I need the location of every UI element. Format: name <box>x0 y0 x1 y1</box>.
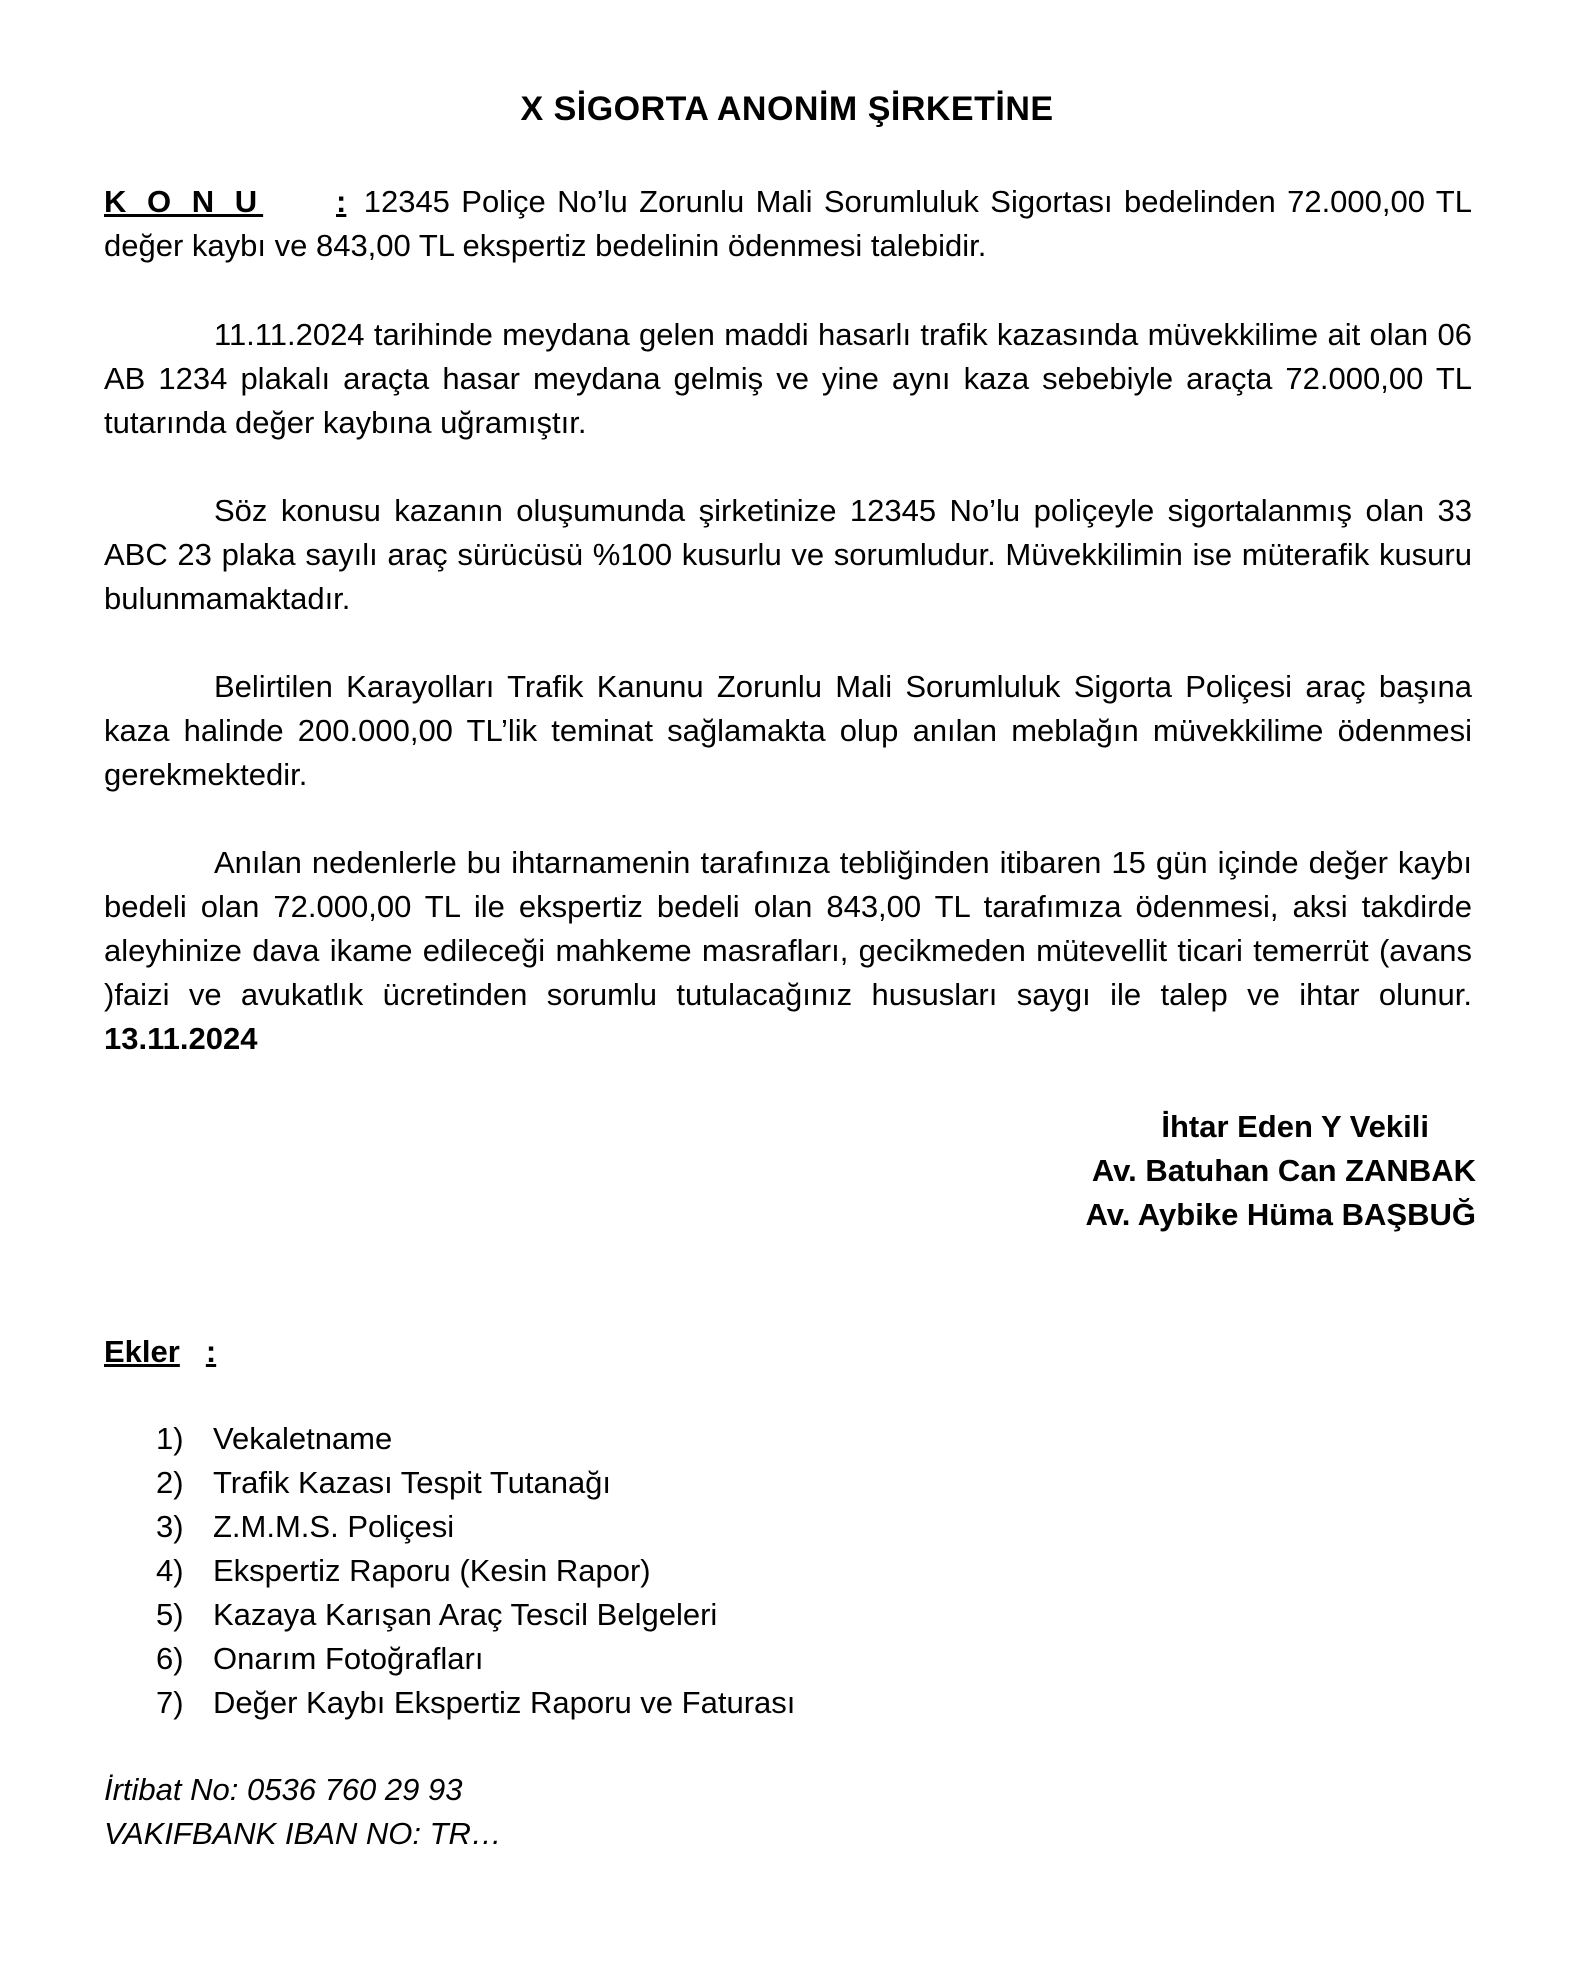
contact-iban: VAKIFBANK IBAN NO: TR… <box>104 1816 502 1851</box>
demand-text: Anılan nedenlerle bu ihtarnamenin tarafınıza tebliğinden itibaren 15 gün içinde değer kaybı bedeli olan 72.000,00 TL ile ekspertiz bedeli olan 843,00 TL tarafımıza ödenmesi, aksi takdirde aleyhinize dava ikame edileceği mahkeme masrafları, gecikmeden mütevellit ticari temerrüt (avans )faizi ve avukatlık ücretinden sorumlu tutulacağınız hususları saygı ile talep ve ihtar olunur. <box>104 845 1472 1012</box>
list-item-number: 1) <box>156 1421 184 1456</box>
signature-lawyer-1: Av. Batuhan Can ZANBAK <box>1091 1153 1476 1188</box>
list-item-number: 4) <box>156 1553 184 1588</box>
list-item <box>156 1549 795 1593</box>
list-item-number: 3) <box>156 1509 184 1544</box>
list-item <box>156 1417 795 1461</box>
attachments-colon: : <box>205 1334 217 1369</box>
contact-block <box>104 1768 502 1856</box>
paragraph-fault: Söz konusu kazanın oluşumunda şirketinize 12345 No’lu poliçeyle sigortalanmış olan 33 ABC 23 plaka sayılı araç sürücüsü %100 kusurlu ve sorumludur. Müvekkilimin ise müterafik kusuru bulunmamaktadır. <box>104 493 1472 616</box>
list-item-number: 2) <box>156 1465 184 1500</box>
list-item-text: Onarım Fotoğrafları <box>213 1641 484 1676</box>
paragraph-demand <box>104 841 1472 1061</box>
list-item-text: Değer Kaybı Ekspertiz Raporu ve Faturası <box>213 1685 796 1720</box>
list-item-text: Vekaletname <box>213 1421 393 1456</box>
list-item-text: Trafik Kazası Tespit Tutanağı <box>213 1465 612 1500</box>
signature-block <box>1086 1105 1476 1237</box>
list-item-text: Kazaya Karışan Araç Tescil Belgeleri <box>213 1597 718 1632</box>
list-item-number: 6) <box>156 1641 184 1676</box>
attachments-label: Ekler <box>104 1334 180 1369</box>
document-title: X SİGORTA ANONİM ŞİRKETİNE <box>520 90 1054 128</box>
list-item-number: 7) <box>156 1685 184 1720</box>
subject-section <box>104 180 1472 268</box>
subject-text: 12345 Poliçe No’lu Zorunlu Mali Sorumluluk Sigortası bedelinden 72.000,00 TL değer kaybı ve 843,00 TL ekspertiz bedelinin ödenmesi talebidir. <box>104 184 1472 263</box>
attachments-list <box>156 1417 795 1725</box>
document-date: 13.11.2024 <box>104 1021 258 1056</box>
list-item-text: Z.M.M.S. Poliçesi <box>213 1509 455 1544</box>
list-item-number: 5) <box>156 1597 184 1632</box>
list-item <box>156 1461 795 1505</box>
attachments-heading <box>104 1330 216 1374</box>
list-item <box>156 1505 795 1549</box>
signature-title: İhtar Eden Y Vekili <box>1161 1109 1429 1144</box>
list-item <box>156 1593 795 1637</box>
list-item <box>156 1681 795 1725</box>
signature-lawyer-2: Av. Aybike Hüma BAŞBUĞ <box>1085 1197 1476 1232</box>
subject-label: K O N U <box>104 184 264 219</box>
contact-phone: İrtibat No: 0536 760 29 93 <box>104 1772 463 1807</box>
list-item <box>156 1637 795 1681</box>
paragraph-coverage: Belirtilen Karayolları Trafik Kanunu Zorunlu Mali Sorumluluk Sigorta Poliçesi araç başına kaza halinde 200.000,00 TL’lik teminat sağlamakta olup anılan meblağın müvekkilime ödenmesi gerekmektedir. <box>104 669 1472 792</box>
subject-colon: : <box>336 184 347 219</box>
paragraph-accident: 11.11.2024 tarihinde meydana gelen maddi hasarlı trafik kazasında müvekkilime ait olan 06 AB 1234 plakalı araçta hasar meydana gelmiş ve yine aynı kaza sebebiyle araçta 72.000,00 TL tutarında değer kaybına uğramıştır. <box>104 317 1472 440</box>
list-item-text: Ekspertiz Raporu (Kesin Rapor) <box>213 1553 651 1588</box>
